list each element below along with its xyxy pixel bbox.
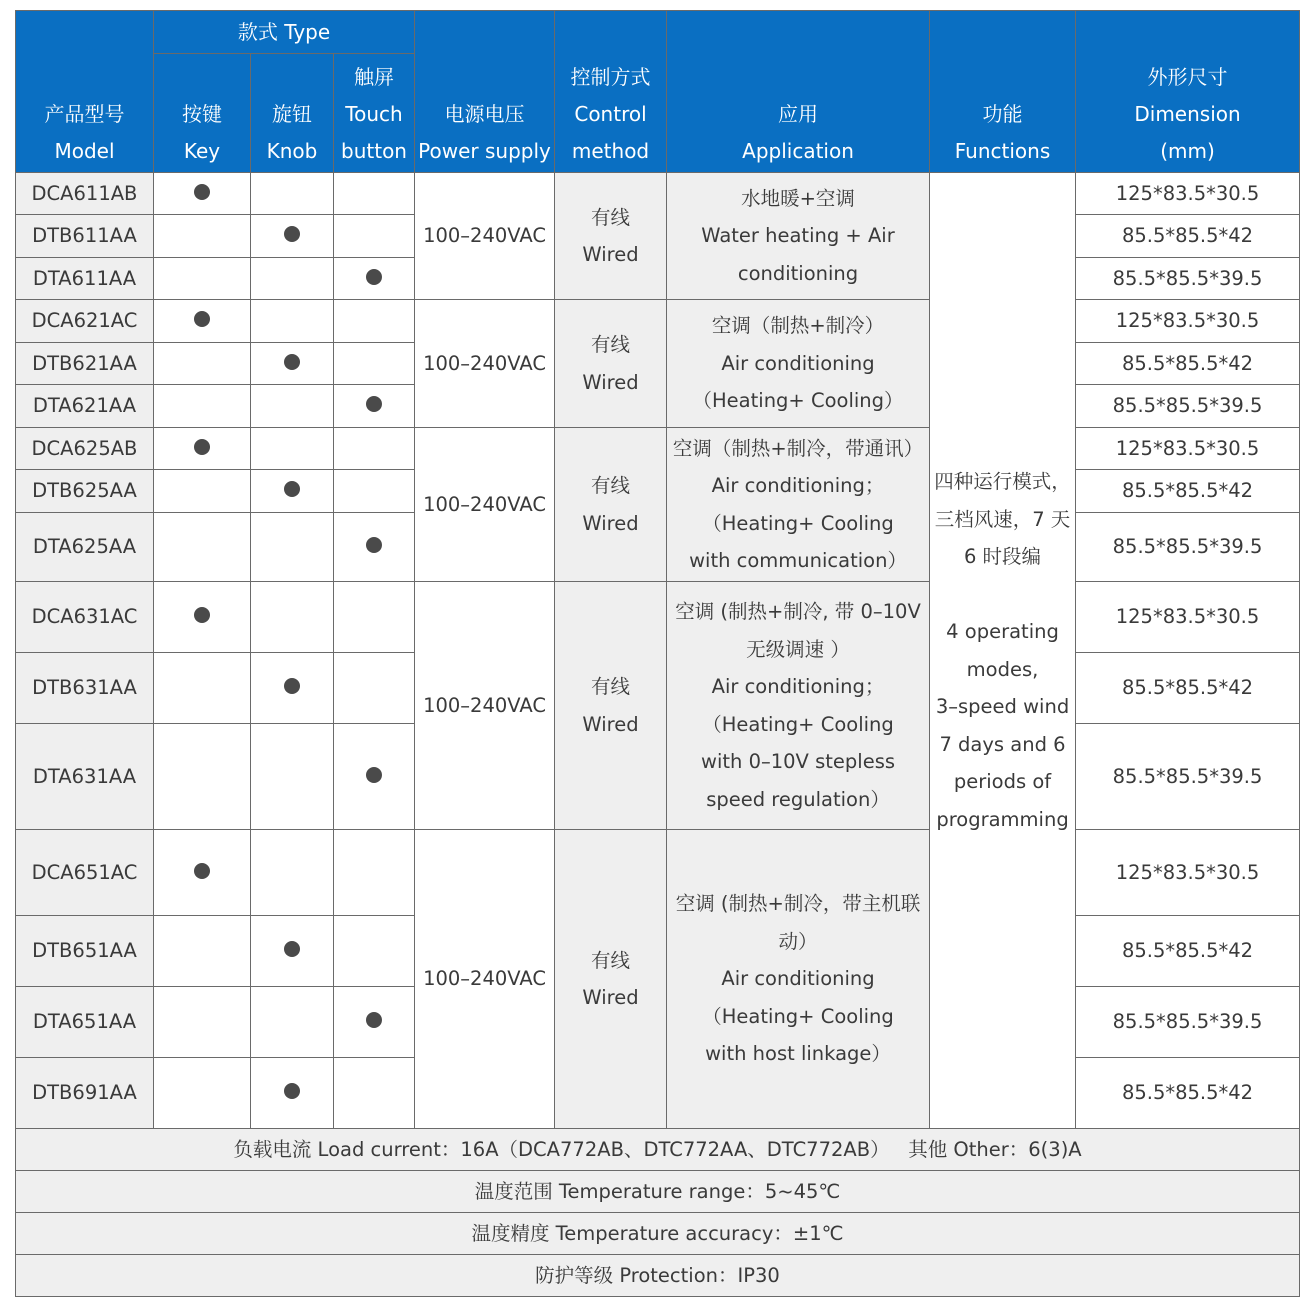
style-touch-cell	[334, 385, 415, 428]
model-cell: DTB631AA	[16, 653, 154, 724]
style-key-cell	[154, 830, 251, 916]
dimension-cell: 85.5*85.5*39.5	[1076, 513, 1300, 582]
application-line: with communication）	[689, 549, 907, 572]
filled-dot-icon	[284, 481, 300, 497]
functions-line: 6 时段编	[963, 545, 1042, 568]
functions-line: programming	[936, 807, 1069, 831]
filled-dot-icon	[194, 311, 210, 327]
application-line: conditioning	[737, 261, 859, 285]
model-cell: DTB651AA	[16, 916, 154, 987]
model-cell: DTB611AA	[16, 215, 154, 258]
note-row	[16, 1129, 1300, 1171]
header-touch-line: Touch	[345, 102, 403, 126]
note-cell: 负载电流 Load current：16A（DCA772AB、DTC772AA、DTC772AB） 其他 Other：6(3)A	[16, 1129, 1300, 1171]
style-key-cell	[154, 343, 251, 385]
model-cell: DTA611AA	[16, 258, 154, 300]
application-line: （Heating+ Cooling	[702, 712, 894, 736]
header-key-line: Key	[183, 139, 221, 163]
header-power	[415, 11, 555, 173]
style-touch-cell	[334, 470, 415, 513]
style-knob-cell	[251, 1058, 334, 1129]
filled-dot-icon	[366, 767, 382, 783]
application-cell	[667, 428, 930, 582]
functions-cell	[930, 173, 1076, 1129]
header-application-line: 应用	[778, 102, 819, 126]
style-key-cell	[154, 1058, 251, 1129]
application-cell	[667, 830, 930, 1129]
application-line: Air conditioning；	[711, 675, 885, 698]
dimension-cell: 85.5*85.5*42	[1076, 653, 1300, 724]
style-key-cell	[154, 300, 251, 343]
style-touch-cell	[334, 343, 415, 385]
header-power-line: 电源电压	[444, 102, 525, 126]
application-line: （Heating+ Cooling	[702, 1004, 894, 1028]
application-line: 空调 (制热+制冷，带主机联	[675, 892, 921, 916]
style-key-cell	[154, 582, 251, 653]
power-cell: 100–240VAC	[415, 300, 555, 428]
filled-dot-icon	[194, 439, 210, 455]
style-touch-cell	[334, 258, 415, 300]
application-line: （Heating+ Cooling	[702, 511, 894, 535]
style-touch-cell	[334, 987, 415, 1058]
style-key-cell	[154, 513, 251, 582]
style-key-cell	[154, 215, 251, 258]
note-cell: 温度范围 Temperature range：5~45℃	[16, 1171, 1300, 1213]
style-knob-cell	[251, 343, 334, 385]
application-line: with 0–10V stepless	[701, 750, 896, 773]
style-touch-cell	[334, 1058, 415, 1129]
dimension-cell: 85.5*85.5*42	[1076, 470, 1300, 513]
control-line: Wired	[582, 243, 639, 266]
style-knob-cell	[251, 173, 334, 215]
functions-line: 三档风速，7 天	[934, 507, 1071, 531]
header-power-line: Power supply	[418, 139, 551, 163]
table-row	[16, 300, 1300, 343]
header-touch	[334, 54, 415, 173]
header-model-line: 产品型号	[44, 102, 125, 126]
dimension-cell: 85.5*85.5*39.5	[1076, 258, 1300, 300]
power-cell: 100–240VAC	[415, 582, 555, 830]
dimension-cell: 125*83.5*30.5	[1076, 830, 1300, 916]
control-line: 有线	[591, 948, 631, 972]
application-line: 水地暖+空调	[741, 186, 855, 210]
dimension-cell: 85.5*85.5*39.5	[1076, 385, 1300, 428]
style-knob-cell	[251, 987, 334, 1058]
model-cell: DCA625AB	[16, 428, 154, 470]
note-row	[16, 1213, 1300, 1255]
style-key-cell	[154, 470, 251, 513]
note-row	[16, 1171, 1300, 1213]
control-line: 有线	[591, 205, 631, 229]
style-knob-cell	[251, 300, 334, 343]
application-line: 无级调速 ）	[746, 637, 850, 661]
style-knob-cell	[251, 830, 334, 916]
application-line: 空调（制热+制冷）	[711, 314, 885, 338]
model-cell: DCA611AB	[16, 173, 154, 215]
application-line: Air conditioning；	[711, 474, 885, 497]
model-cell: DCA631AC	[16, 582, 154, 653]
dimension-cell: 85.5*85.5*42	[1076, 215, 1300, 258]
model-cell: DTB625AA	[16, 470, 154, 513]
application-line: 空调（制热+制冷，带通讯）	[672, 436, 924, 460]
control-cell	[555, 428, 667, 582]
style-knob-cell	[251, 385, 334, 428]
dimension-cell: 125*83.5*30.5	[1076, 428, 1300, 470]
style-key-cell	[154, 916, 251, 987]
style-touch-cell	[334, 300, 415, 343]
style-key-cell	[154, 653, 251, 724]
header-functions-line: 功能	[982, 102, 1023, 126]
style-key-cell	[154, 258, 251, 300]
header-type-group: 款式 Type	[154, 11, 415, 54]
header-model-line: Model	[54, 139, 115, 163]
table-row	[16, 582, 1300, 653]
header-dimension	[1076, 11, 1300, 173]
header-control-line: method	[571, 139, 650, 163]
header-touch-line: button	[341, 139, 407, 163]
control-cell	[555, 173, 667, 300]
header-knob	[251, 54, 334, 173]
functions-line: 7 days and 6	[939, 732, 1066, 756]
table-row	[16, 173, 1300, 215]
style-touch-cell	[334, 653, 415, 724]
application-line: Air conditioning	[721, 351, 875, 375]
model-cell: DTA625AA	[16, 513, 154, 582]
dimension-cell: 85.5*85.5*42	[1076, 1058, 1300, 1129]
header-knob-line: 旋钮	[272, 102, 312, 126]
filled-dot-icon	[284, 941, 300, 957]
power-cell: 100–240VAC	[415, 173, 555, 300]
application-line: Water heating + Air	[701, 224, 895, 248]
dimension-cell: 85.5*85.5*39.5	[1076, 724, 1300, 830]
control-line: Wired	[582, 986, 639, 1009]
style-key-cell	[154, 987, 251, 1058]
header-application-line: Application	[742, 139, 854, 163]
application-line: Air conditioning	[721, 967, 875, 991]
dimension-cell: 125*83.5*30.5	[1076, 582, 1300, 653]
style-knob-cell	[251, 215, 334, 258]
control-line: Wired	[582, 511, 639, 535]
functions-line	[930, 576, 1075, 614]
functions-line: 4 operating	[946, 620, 1059, 643]
header-control-line: 控制方式	[570, 65, 651, 89]
application-line: with host linkage）	[705, 1042, 891, 1066]
style-touch-cell	[334, 724, 415, 830]
model-cell: DTB621AA	[16, 343, 154, 385]
application-line: 动）	[778, 929, 818, 953]
table-row	[16, 428, 1300, 470]
table-row	[16, 830, 1300, 916]
style-knob-cell	[251, 428, 334, 470]
control-cell	[555, 300, 667, 428]
header-key	[154, 54, 251, 173]
header-touch-line: 触屏	[354, 65, 394, 89]
filled-dot-icon	[366, 269, 382, 285]
application-cell	[667, 582, 930, 830]
model-cell: DCA651AC	[16, 830, 154, 916]
style-key-cell	[154, 385, 251, 428]
model-cell: DTA631AA	[16, 724, 154, 830]
filled-dot-icon	[366, 1012, 382, 1028]
style-touch-cell	[334, 173, 415, 215]
control-cell	[555, 582, 667, 830]
note-cell: 防护等级 Protection：IP30	[16, 1255, 1300, 1297]
style-touch-cell	[334, 916, 415, 987]
functions-line: modes,	[966, 657, 1039, 681]
application-line: speed regulation）	[706, 787, 890, 811]
header-dimension-line: (mm)	[1160, 139, 1215, 163]
application-line: 空调 (制热+制冷, 带 0–10V	[675, 600, 921, 623]
functions-line: periods of	[953, 770, 1052, 793]
model-cell: DTA621AA	[16, 385, 154, 428]
style-knob-cell	[251, 582, 334, 653]
application-cell	[667, 300, 930, 428]
filled-dot-icon	[366, 396, 382, 412]
dimension-cell: 125*83.5*30.5	[1076, 300, 1300, 343]
style-touch-cell	[334, 582, 415, 653]
filled-dot-icon	[284, 1083, 300, 1099]
dimension-cell: 125*83.5*30.5	[1076, 173, 1300, 215]
power-cell: 100–240VAC	[415, 830, 555, 1129]
header-control-line: Control	[574, 102, 647, 126]
header-knob-line: Knob	[266, 139, 318, 163]
style-touch-cell	[334, 513, 415, 582]
style-knob-cell	[251, 916, 334, 987]
model-cell: DTB691AA	[16, 1058, 154, 1129]
style-touch-cell	[334, 830, 415, 916]
spec-table	[15, 10, 1300, 1297]
control-cell	[555, 830, 667, 1129]
header-dimension-line: 外形尺寸	[1147, 65, 1228, 89]
style-knob-cell	[251, 470, 334, 513]
application-line: （Heating+ Cooling）	[692, 389, 904, 413]
dimension-cell: 85.5*85.5*42	[1076, 343, 1300, 385]
application-cell	[667, 173, 930, 300]
filled-dot-icon	[284, 226, 300, 242]
style-key-cell	[154, 428, 251, 470]
style-knob-cell	[251, 653, 334, 724]
style-key-cell	[154, 173, 251, 215]
note-row	[16, 1255, 1300, 1297]
model-cell: DCA621AC	[16, 300, 154, 343]
control-line: Wired	[582, 370, 639, 394]
header-functions	[930, 11, 1076, 173]
power-cell: 100–240VAC	[415, 428, 555, 582]
control-line: Wired	[582, 712, 639, 736]
header-functions-line: Functions	[954, 139, 1051, 163]
style-touch-cell	[334, 215, 415, 258]
style-knob-cell	[251, 724, 334, 830]
filled-dot-icon	[194, 863, 210, 879]
functions-line: 四种运行模式，	[934, 470, 1071, 493]
style-touch-cell	[334, 428, 415, 470]
header-application	[667, 11, 930, 173]
dimension-cell: 85.5*85.5*39.5	[1076, 987, 1300, 1058]
header-key-line: 按键	[182, 102, 222, 126]
style-knob-cell	[251, 258, 334, 300]
style-knob-cell	[251, 513, 334, 582]
control-line: 有线	[591, 474, 631, 497]
header-control	[555, 11, 667, 173]
filled-dot-icon	[194, 184, 210, 200]
filled-dot-icon	[194, 607, 210, 623]
control-line: 有线	[591, 333, 631, 356]
filled-dot-icon	[284, 354, 300, 370]
header-model	[16, 11, 154, 173]
model-cell: DTA651AA	[16, 987, 154, 1058]
control-line: 有线	[591, 675, 631, 698]
style-key-cell	[154, 724, 251, 830]
functions-line: 3–speed wind	[935, 695, 1070, 718]
dimension-cell: 85.5*85.5*42	[1076, 916, 1300, 987]
header-dimension-line: Dimension	[1134, 102, 1241, 126]
note-cell: 温度精度 Temperature accuracy：±1℃	[16, 1213, 1300, 1255]
filled-dot-icon	[284, 678, 300, 694]
filled-dot-icon	[366, 537, 382, 553]
